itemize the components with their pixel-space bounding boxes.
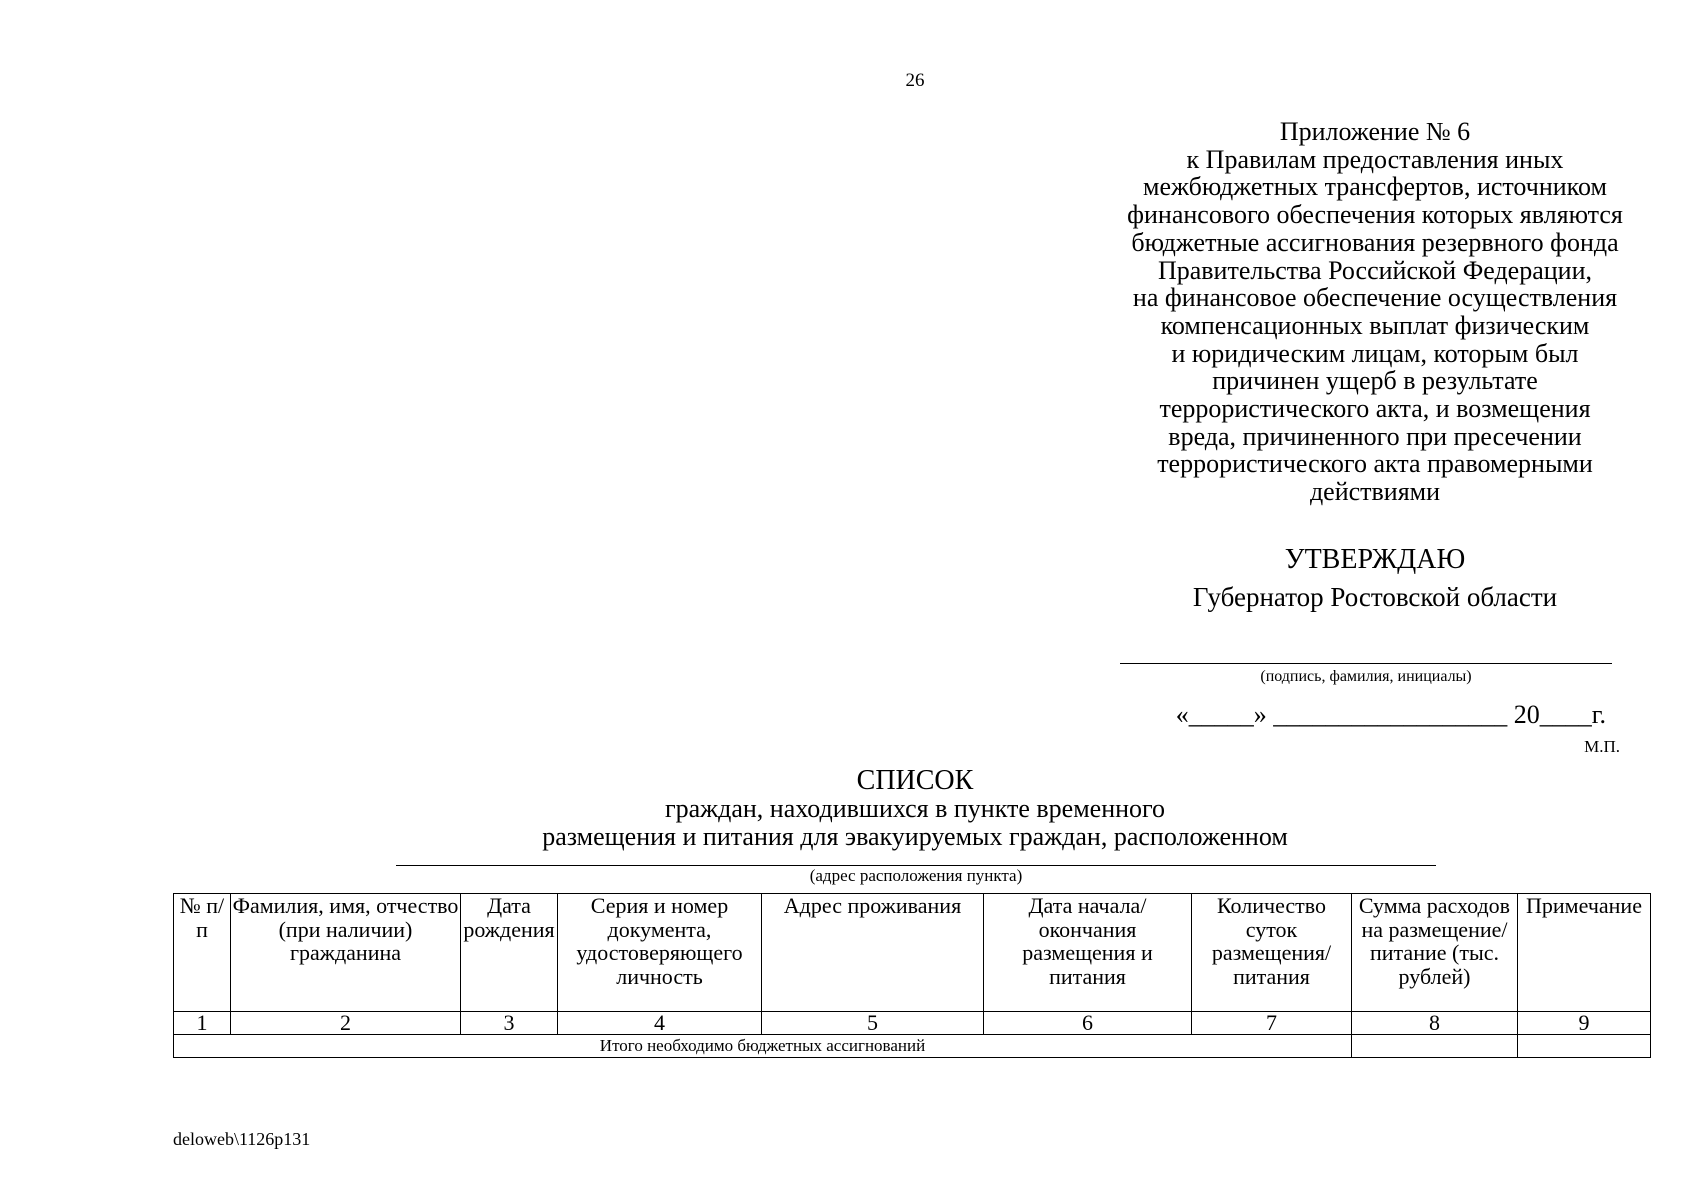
total-label: Итого необходимо бюджетных ассигнований bbox=[174, 1035, 1352, 1058]
list-subtitle bbox=[0, 795, 1698, 851]
approval-title: УТВЕРЖДАЮ bbox=[1284, 544, 1466, 575]
column-number-cell: 1 bbox=[174, 1012, 231, 1035]
appendix-line: действиями bbox=[1309, 477, 1441, 507]
column-number-cell: 2 bbox=[231, 1012, 461, 1035]
header-cell-number: № п/п bbox=[174, 894, 231, 1012]
appendix-line: межбюджетных трансфертов, источником bbox=[1143, 172, 1607, 202]
column-number-cell: 8 bbox=[1352, 1012, 1518, 1035]
appendix-line: вреда, причиненного при пресечении bbox=[1168, 421, 1582, 451]
appendix-block bbox=[1084, 118, 1666, 506]
appendix-line: Правительства Российской Федерации, bbox=[1157, 255, 1593, 285]
header-cell-document: Серия и номер документа, удостоверяющего личность bbox=[558, 894, 762, 1012]
total-note-cell bbox=[1518, 1035, 1651, 1058]
column-number-cell: 7 bbox=[1192, 1012, 1352, 1035]
appendix-line: к Правилам предоставления иных bbox=[1186, 144, 1564, 174]
table-header-row bbox=[174, 894, 1651, 1012]
list-subtitle-line: размещения и питания для эвакуируемых граждан, расположенном bbox=[542, 822, 1288, 851]
column-number-cell: 3 bbox=[461, 1012, 558, 1035]
list-title: СПИСОК bbox=[856, 765, 974, 796]
appendix-line: на финансовое обеспечение осуществления bbox=[1132, 283, 1618, 313]
appendix-line: террористического акта правомерными bbox=[1157, 449, 1593, 479]
header-cell-birth-date: Дата рождения bbox=[461, 894, 558, 1012]
appendix-line: причинен ущерб в результате bbox=[1212, 366, 1538, 396]
total-row bbox=[174, 1035, 1651, 1058]
address-caption: (адрес расположения пункта) bbox=[809, 866, 1023, 885]
appendix-line: бюджетные ассигнования резервного фонда bbox=[1131, 227, 1619, 257]
header-cell-dates: Дата начала/ окончания размещения и питания bbox=[984, 894, 1192, 1012]
citizens-table bbox=[173, 893, 1651, 1058]
appendix-line: финансового обеспечения которых являются bbox=[1127, 200, 1623, 230]
column-number-cell: 6 bbox=[984, 1012, 1192, 1035]
header-cell-address: Адрес проживания bbox=[762, 894, 984, 1012]
appendix-line: и юридическим лицам, которым был bbox=[1171, 338, 1579, 368]
column-number-row bbox=[174, 1012, 1651, 1035]
header-cell-full-name: Фамилия, имя, отчество (при наличии) гражданина bbox=[231, 894, 461, 1012]
list-subtitle-line: граждан, находившихся в пункте временного bbox=[664, 794, 1166, 823]
appendix-line: Приложение № 6 bbox=[1279, 117, 1471, 146]
stamp-place-label: М.П. bbox=[1584, 737, 1620, 756]
total-amount-cell bbox=[1352, 1035, 1518, 1058]
signature-line bbox=[1120, 663, 1612, 664]
signature-caption: (подпись, фамилия, инициалы) bbox=[1260, 668, 1472, 685]
column-number-cell: 4 bbox=[558, 1012, 762, 1035]
column-number-cell: 5 bbox=[762, 1012, 984, 1035]
header-cell-note: Примечание bbox=[1518, 894, 1651, 1012]
column-number-cell: 9 bbox=[1518, 1012, 1651, 1035]
appendix-line: компенсационных выплат физическим bbox=[1160, 310, 1590, 340]
date-line: «_____» __________________ 20____г. bbox=[1175, 700, 1606, 729]
appendix-line: террористического акта, и возмещения bbox=[1159, 394, 1591, 424]
footer-code: deloweb\1126p131 bbox=[173, 1129, 311, 1149]
header-cell-amount: Сумма расходов на размещение/ питание (тыс. рублей) bbox=[1352, 894, 1518, 1012]
header-cell-days: Количество суток размещения/ питания bbox=[1192, 894, 1352, 1012]
page-number: 26 bbox=[905, 70, 925, 91]
approval-subtitle: Губернатор Ростовской области bbox=[1192, 582, 1558, 612]
